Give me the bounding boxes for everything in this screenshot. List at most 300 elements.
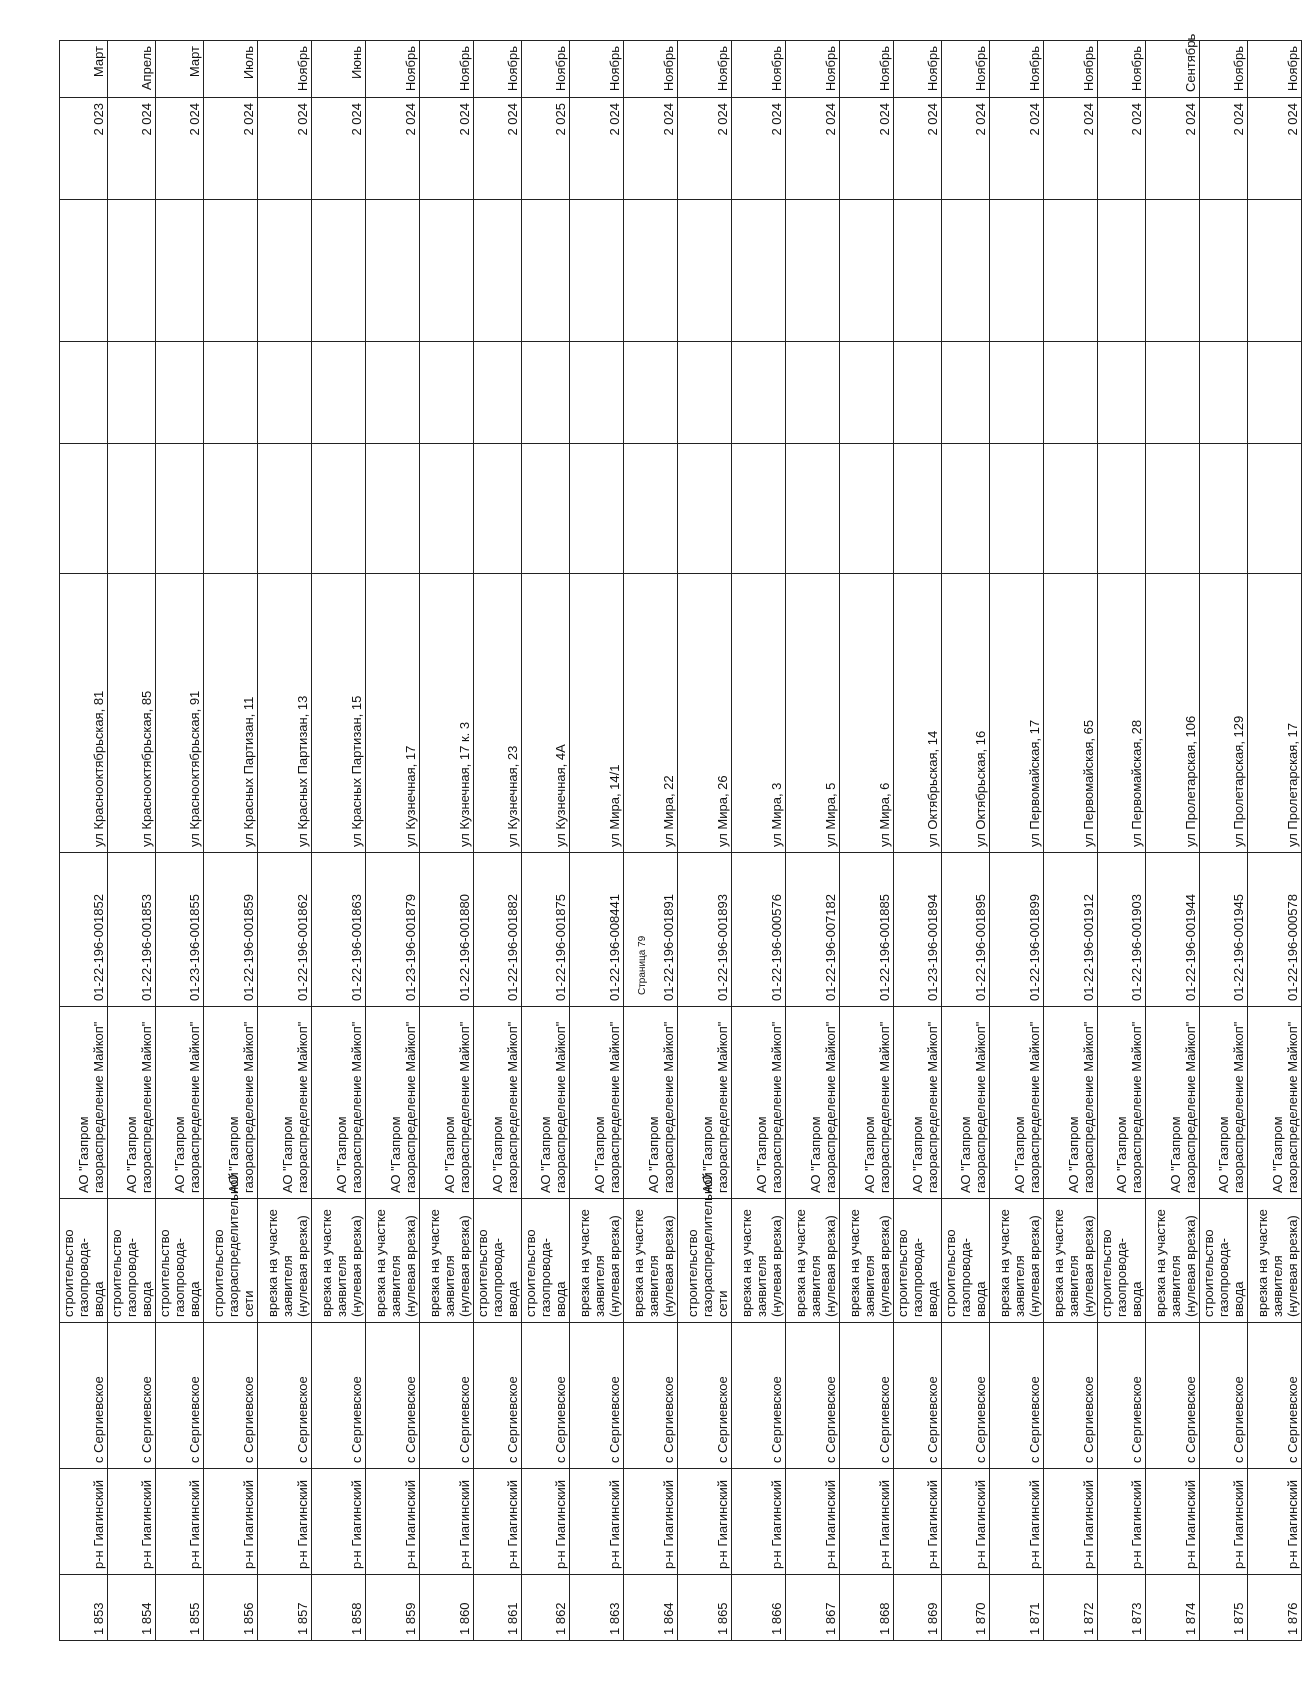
empty-cell [732,444,786,574]
locality-cell: с Сергиевское [108,1323,156,1469]
district-cell: р-н Гиагинский [1044,1469,1098,1575]
empty-cell [786,200,840,342]
locality-cell: с Сергиевское [156,1323,204,1469]
empty-cell [420,342,474,444]
table-row [894,41,942,1641]
empty-cell [570,342,624,444]
table-row [1146,41,1200,1641]
empty-cell [60,444,108,574]
year-cell: 2 024 [732,98,786,200]
row-number-cell: 1 870 [942,1575,990,1641]
empty-cell [570,200,624,342]
empty-cell [1248,342,1302,444]
work-type-cell: врезка на участке заявителя (нулевая врезка) [732,1199,786,1323]
empty-cell [474,444,522,574]
empty-cell [942,444,990,574]
application-code-cell: 01-22-196-001859 [204,853,258,1007]
empty-cell [1044,342,1098,444]
table-row [108,41,156,1641]
table-row [786,41,840,1641]
district-cell: р-н Гиагинский [570,1469,624,1575]
address-cell: ул Первомайская, 28 [1098,574,1146,853]
empty-cell [732,200,786,342]
district-cell: р-н Гиагинский [732,1469,786,1575]
locality-cell: с Сергиевское [1146,1323,1200,1469]
organization-cell: АО "Газпром газораспределение Майкоп" [732,1007,786,1199]
empty-cell [1044,200,1098,342]
table-row [1044,41,1098,1641]
address-cell: ул Мира, 3 [732,574,786,853]
year-cell: 2 024 [1098,98,1146,200]
month-cell: Ноябрь [1200,41,1248,98]
month-cell: Март [156,41,204,98]
year-cell: 2 024 [786,98,840,200]
table-body [60,33,1302,1641]
locality-cell: с Сергиевское [522,1323,570,1469]
application-code-cell: 01-22-196-001893 [678,853,732,1007]
month-cell: Ноябрь [1044,41,1098,98]
year-cell: 2 024 [258,98,312,200]
locality-cell: с Сергиевское [990,1323,1044,1469]
district-cell: р-н Гиагинский [624,1469,678,1575]
work-type-cell: врезка на участке заявителя (нулевая врезка) [990,1199,1044,1323]
district-cell: р-н Гиагинский [312,1469,366,1575]
empty-cell [990,200,1044,342]
locality-cell: с Сергиевское [1098,1323,1146,1469]
month-cell: Ноябрь [840,41,894,98]
table-row [624,41,678,1641]
empty-cell [312,342,366,444]
address-cell: ул Мира, 14/1 [570,574,624,853]
application-code-cell: 01-22-196-008441 [570,853,624,1007]
table-row [474,41,522,1641]
work-type-cell: врезка на участке заявителя (нулевая врезка) [366,1199,420,1323]
organization-cell: АО "Газпром газораспределение Майкоп" [1146,1007,1200,1199]
locality-cell: с Сергиевское [204,1323,258,1469]
work-type-cell: врезка на участке заявителя (нулевая врезка) [1146,1199,1200,1323]
year-cell: 2 024 [942,98,990,200]
row-number-cell: 1 864 [624,1575,678,1641]
empty-cell [108,200,156,342]
empty-cell [732,342,786,444]
empty-cell [990,342,1044,444]
organization-cell: АО "Газпром газораспределение Майкоп" [60,1007,108,1199]
empty-cell [894,342,942,444]
empty-cell [1200,200,1248,342]
work-type-cell: строительство газопровода-ввода [108,1199,156,1323]
district-cell: р-н Гиагинский [1098,1469,1146,1575]
empty-cell [522,444,570,574]
row-number-cell: 1 855 [156,1575,204,1641]
table-row [1248,41,1302,1641]
empty-cell [840,342,894,444]
year-cell: 2 024 [1248,98,1302,200]
locality-cell: с Сергиевское [258,1323,312,1469]
work-type-cell: врезка на участке заявителя (нулевая врезка) [1044,1199,1098,1323]
application-code-cell: 01-22-196-001875 [522,853,570,1007]
table-row [366,41,420,1641]
row-number-cell: 1 858 [312,1575,366,1641]
empty-cell [1200,444,1248,574]
organization-cell: АО "Газпром газораспределение Майкоп" [1044,1007,1098,1199]
row-number-cell: 1 868 [840,1575,894,1641]
empty-cell [60,342,108,444]
application-code-cell: 01-22-196-001880 [420,853,474,1007]
application-code-cell: 01-22-196-001903 [1098,853,1146,1007]
address-cell: ул Октябрьская, 14 [894,574,942,853]
table-row [1098,41,1146,1641]
table-row [522,41,570,1641]
application-code-cell: 01-22-196-001882 [474,853,522,1007]
month-cell: Ноябрь [258,41,312,98]
organization-cell: АО "Газпром газораспределение Майкоп" [840,1007,894,1199]
district-cell: р-н Гиагинский [678,1469,732,1575]
organization-cell: АО "Газпром газораспределение Майкоп" [990,1007,1044,1199]
empty-cell [156,444,204,574]
empty-cell [312,200,366,342]
application-code-cell: 01-22-196-001891 [624,853,678,1007]
table-row [258,41,312,1641]
row-number-cell: 1 861 [474,1575,522,1641]
table-row [678,41,732,1641]
empty-cell [474,342,522,444]
address-cell: ул Мира, 5 [786,574,840,853]
application-code-cell: 01-22-196-001912 [1044,853,1098,1007]
month-cell: Ноябрь [786,41,840,98]
address-cell: ул Краснооктябрьская, 91 [156,574,204,853]
empty-cell [522,200,570,342]
month-cell: Ноябрь [1098,41,1146,98]
month-cell: Ноябрь [990,41,1044,98]
application-code-cell: 01-22-196-007182 [786,853,840,1007]
work-type-cell: врезка на участке заявителя (нулевая врезка) [624,1199,678,1323]
application-code-cell: 01-22-196-001895 [942,853,990,1007]
year-cell: 2 024 [1200,98,1248,200]
empty-cell [894,444,942,574]
month-cell: Ноябрь [894,41,942,98]
district-cell: р-н Гиагинский [522,1469,570,1575]
month-cell: Ноябрь [420,41,474,98]
empty-cell [624,342,678,444]
locality-cell: с Сергиевское [1044,1323,1098,1469]
address-cell: ул Краснооктябрьская, 85 [108,574,156,853]
row-number-cell: 1 854 [108,1575,156,1641]
organization-cell: АО "Газпром газораспределение Майкоп" [678,1007,732,1199]
application-code-cell: 01-22-196-001853 [108,853,156,1007]
rotated-page [59,33,1300,1641]
row-number-cell: 1 875 [1200,1575,1248,1641]
locality-cell: с Сергиевское [894,1323,942,1469]
month-cell: Ноябрь [678,41,732,98]
year-cell: 2 024 [204,98,258,200]
organization-cell: АО "Газпром газораспределение Майкоп" [312,1007,366,1199]
empty-cell [258,200,312,342]
organization-cell: АО "Газпром газораспределение Майкоп" [156,1007,204,1199]
year-cell: 2 024 [1146,98,1200,200]
work-type-cell: врезка на участке заявителя (нулевая врезка) [420,1199,474,1323]
empty-cell [678,342,732,444]
row-number-cell: 1 853 [60,1575,108,1641]
locality-cell: с Сергиевское [1200,1323,1248,1469]
year-cell: 2 024 [840,98,894,200]
empty-cell [420,200,474,342]
address-cell: ул Кузнечная, 17 к. 3 [420,574,474,853]
application-code-cell: 01-22-196-001852 [60,853,108,1007]
empty-cell [204,200,258,342]
organization-cell: АО "Газпром газораспределение Майкоп" [204,1007,258,1199]
address-cell: ул Пролетарская, 106 [1146,574,1200,853]
work-type-cell: строительство газораспределительной сети [678,1199,732,1323]
work-type-cell: строительство газопровода-ввода [942,1199,990,1323]
organization-cell: АО "Газпром газораспределение Майкоп" [786,1007,840,1199]
row-number-cell: 1 857 [258,1575,312,1641]
empty-cell [678,444,732,574]
row-number-cell: 1 856 [204,1575,258,1641]
district-cell: р-н Гиагинский [786,1469,840,1575]
empty-cell [366,444,420,574]
empty-cell [522,342,570,444]
address-cell: ул Пролетарская, 17 [1248,574,1302,853]
address-cell: ул Кузнечная, 17 [366,574,420,853]
locality-cell: с Сергиевское [366,1323,420,1469]
year-cell: 2 024 [366,98,420,200]
empty-cell [942,200,990,342]
locality-cell: с Сергиевское [786,1323,840,1469]
organization-cell: АО "Газпром газораспределение Майкоп" [894,1007,942,1199]
month-cell: Июнь [312,41,366,98]
address-cell: ул Первомайская, 65 [1044,574,1098,853]
address-cell: ул Первомайская, 17 [990,574,1044,853]
month-cell: Сентябрь [1146,41,1200,98]
year-cell: 2 024 [156,98,204,200]
organization-cell: АО "Газпром газораспределение Майкоп" [1098,1007,1146,1199]
row-number-cell: 1 863 [570,1575,624,1641]
work-type-cell: строительство газопровода-ввода [156,1199,204,1323]
organization-cell: АО "Газпром газораспределение Майкоп" [420,1007,474,1199]
table-row [840,41,894,1641]
empty-cell [570,444,624,574]
application-code-cell: 01-23-196-001855 [156,853,204,1007]
district-cell: р-н Гиагинский [1248,1469,1302,1575]
row-number-cell: 1 859 [366,1575,420,1641]
table-row [204,41,258,1641]
locality-cell: с Сергиевское [474,1323,522,1469]
address-cell: ул Пролетарская, 129 [1200,574,1248,853]
district-cell: р-н Гиагинский [108,1469,156,1575]
table-row [990,41,1044,1641]
year-cell: 2 024 [108,98,156,200]
locality-cell: с Сергиевское [60,1323,108,1469]
empty-cell [156,200,204,342]
district-cell: р-н Гиагинский [156,1469,204,1575]
year-cell: 2 024 [678,98,732,200]
work-type-cell: строительство газопровода-ввода [1200,1199,1248,1323]
work-type-cell: строительство газопровода-ввода [1098,1199,1146,1323]
year-cell: 2 025 [522,98,570,200]
district-cell: р-н Гиагинский [1200,1469,1248,1575]
year-cell: 2 024 [624,98,678,200]
district-cell: р-н Гиагинский [420,1469,474,1575]
district-cell: р-н Гиагинский [204,1469,258,1575]
locality-cell: с Сергиевское [732,1323,786,1469]
empty-cell [156,342,204,444]
application-code-cell: 01-22-196-001885 [840,853,894,1007]
table-row [942,41,990,1641]
district-cell: р-н Гиагинский [366,1469,420,1575]
empty-cell [1044,444,1098,574]
organization-cell: АО "Газпром газораспределение Майкоп" [1248,1007,1302,1199]
locality-cell: с Сергиевское [624,1323,678,1469]
district-cell: р-н Гиагинский [474,1469,522,1575]
row-number-cell: 1 867 [786,1575,840,1641]
page-number-label: Страница 79 [637,935,648,995]
address-cell: ул Красных Партизан, 13 [258,574,312,853]
application-code-cell: 01-22-196-001863 [312,853,366,1007]
district-cell: р-н Гиагинский [1146,1469,1200,1575]
application-code-cell: 01-22-196-000576 [732,853,786,1007]
application-code-cell: 01-22-196-001945 [1200,853,1248,1007]
row-number-cell: 1 874 [1146,1575,1200,1641]
address-cell: ул Октябрьская, 16 [942,574,990,853]
month-cell: Ноябрь [732,41,786,98]
empty-cell [258,342,312,444]
empty-cell [1098,342,1146,444]
month-cell: Ноябрь [522,41,570,98]
organization-cell: АО "Газпром газораспределение Майкоп" [258,1007,312,1199]
table-row [156,41,204,1641]
work-type-cell: врезка на участке заявителя (нулевая врезка) [570,1199,624,1323]
year-cell: 2 024 [474,98,522,200]
locality-cell: с Сергиевское [420,1323,474,1469]
organization-cell: АО "Газпром газораспределение Майкоп" [942,1007,990,1199]
empty-cell [258,444,312,574]
organization-cell: АО "Газпром газораспределение Майкоп" [366,1007,420,1199]
empty-cell [786,342,840,444]
organization-cell: АО "Газпром газораспределение Майкоп" [624,1007,678,1199]
application-code-cell: 01-22-196-001944 [1146,853,1200,1007]
row-number-cell: 1 862 [522,1575,570,1641]
address-cell: ул Кузнечная, 4А [522,574,570,853]
empty-cell [840,200,894,342]
row-number-cell: 1 860 [420,1575,474,1641]
month-cell: Ноябрь [942,41,990,98]
row-number-cell: 1 872 [1044,1575,1098,1641]
organization-cell: АО "Газпром газораспределение Майкоп" [570,1007,624,1199]
table-row [1200,41,1248,1641]
year-cell: 2 024 [894,98,942,200]
month-cell: Ноябрь [570,41,624,98]
empty-cell [474,200,522,342]
empty-cell [204,444,258,574]
year-cell: 2 024 [1044,98,1098,200]
work-type-cell: врезка на участке заявителя (нулевая врезка) [312,1199,366,1323]
application-code-cell: 01-23-196-001894 [894,853,942,1007]
year-cell: 2 024 [570,98,624,200]
address-cell: ул Красных Партизан, 11 [204,574,258,853]
row-number-cell: 1 873 [1098,1575,1146,1641]
table-row [312,41,366,1641]
month-cell: Апрель [108,41,156,98]
table-row [420,41,474,1641]
locality-cell: с Сергиевское [570,1323,624,1469]
organization-cell: АО "Газпром газораспределение Майкоп" [522,1007,570,1199]
empty-cell [108,342,156,444]
year-cell: 2 024 [420,98,474,200]
gasification-table [59,33,1302,1641]
address-cell: ул Кузнечная, 23 [474,574,522,853]
month-cell: Ноябрь [474,41,522,98]
address-cell: ул Мира, 22 [624,574,678,853]
empty-cell [942,342,990,444]
empty-cell [204,342,258,444]
empty-cell [624,444,678,574]
table-row [60,41,108,1641]
organization-cell: АО "Газпром газораспределение Майкоп" [1200,1007,1248,1199]
empty-cell [1248,444,1302,574]
work-type-cell: строительство газопровода-ввода [474,1199,522,1323]
district-cell: р-н Гиагинский [60,1469,108,1575]
empty-cell [840,444,894,574]
work-type-cell: строительство газопровода-ввода [60,1199,108,1323]
empty-cell [786,444,840,574]
empty-cell [1200,342,1248,444]
organization-cell: АО "Газпром газораспределение Майкоп" [108,1007,156,1199]
month-cell: Ноябрь [366,41,420,98]
month-cell: Ноябрь [1248,41,1302,98]
district-cell: р-н Гиагинский [258,1469,312,1575]
locality-cell: с Сергиевское [942,1323,990,1469]
empty-cell [894,200,942,342]
locality-cell: с Сергиевское [678,1323,732,1469]
empty-cell [624,200,678,342]
locality-cell: с Сергиевское [312,1323,366,1469]
month-cell: Ноябрь [624,41,678,98]
empty-cell [1098,444,1146,574]
row-number-cell: 1 865 [678,1575,732,1641]
work-type-cell: врезка на участке заявителя (нулевая врезка) [258,1199,312,1323]
empty-cell [366,342,420,444]
work-type-cell: строительство газопровода-ввода [894,1199,942,1323]
empty-cell [1248,200,1302,342]
address-cell: ул Мира, 6 [840,574,894,853]
empty-cell [366,200,420,342]
address-cell: ул Красных Партизан, 15 [312,574,366,853]
row-number-cell: 1 876 [1248,1575,1302,1641]
empty-cell [312,444,366,574]
district-cell: р-н Гиагинский [990,1469,1044,1575]
month-cell: Март [60,41,108,98]
address-cell: ул Краснооктябрьская, 81 [60,574,108,853]
empty-cell [990,444,1044,574]
year-cell: 2 023 [60,98,108,200]
work-type-cell: строительство газопровода-ввода [522,1199,570,1323]
empty-cell [1146,342,1200,444]
application-code-cell: 01-22-196-001862 [258,853,312,1007]
empty-cell [108,444,156,574]
table-row [732,41,786,1641]
empty-cell [1146,200,1200,342]
application-code-cell: 01-22-196-001899 [990,853,1044,1007]
work-type-cell: строительство газораспределительной сети [204,1199,258,1323]
page-footer [633,925,663,995]
month-cell: Июль [204,41,258,98]
address-cell: ул Мира, 26 [678,574,732,853]
row-number-cell: 1 866 [732,1575,786,1641]
row-number-cell: 1 871 [990,1575,1044,1641]
year-cell: 2 024 [990,98,1044,200]
row-number-cell: 1 869 [894,1575,942,1641]
locality-cell: с Сергиевское [840,1323,894,1469]
